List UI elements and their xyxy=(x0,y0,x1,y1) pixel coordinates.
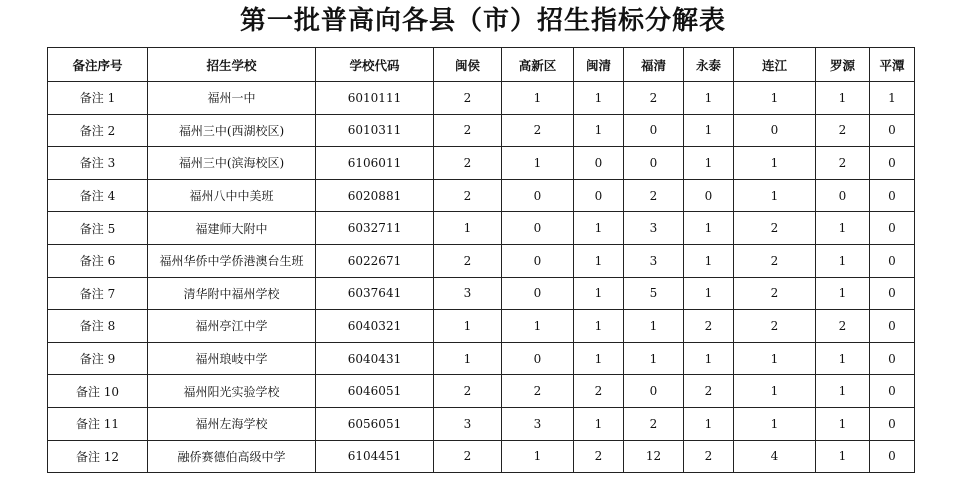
cell-lianjiang: 2 xyxy=(734,310,816,343)
cell-note-number: 备注 7 xyxy=(48,277,148,310)
cell-note-number: 备注 12 xyxy=(48,440,148,473)
table-row xyxy=(48,310,915,343)
table-row xyxy=(48,114,915,147)
cell-minqing: 1 xyxy=(574,212,624,245)
cell-minhou: 3 xyxy=(434,407,502,440)
cell-yongtai: 2 xyxy=(684,310,734,343)
cell-yongtai: 2 xyxy=(684,440,734,473)
document-title: 第一批普高向各县（市）招生指标分解表 xyxy=(239,6,726,36)
table-row xyxy=(48,277,915,310)
cell-gaoxin: 0 xyxy=(502,244,574,277)
column-header-yongtai: 永泰 xyxy=(684,48,734,82)
cell-luoyuan: 1 xyxy=(816,82,870,115)
cell-minqing: 1 xyxy=(574,310,624,343)
cell-luoyuan: 1 xyxy=(816,277,870,310)
cell-yongtai: 1 xyxy=(684,342,734,375)
cell-school-code: 6032711 xyxy=(316,212,434,245)
cell-lianjiang: 0 xyxy=(734,114,816,147)
cell-luoyuan: 1 xyxy=(816,212,870,245)
cell-gaoxin: 1 xyxy=(502,440,574,473)
cell-fuqing: 0 xyxy=(624,375,684,408)
cell-minhou: 2 xyxy=(434,440,502,473)
cell-fuqing: 3 xyxy=(624,212,684,245)
cell-fuqing: 1 xyxy=(624,342,684,375)
table-row xyxy=(48,82,915,115)
cell-luoyuan: 1 xyxy=(816,375,870,408)
cell-school-code: 6010311 xyxy=(316,114,434,147)
cell-lianjiang: 2 xyxy=(734,244,816,277)
cell-lianjiang: 2 xyxy=(734,212,816,245)
cell-minqing: 2 xyxy=(574,440,624,473)
cell-school-code: 6046051 xyxy=(316,375,434,408)
cell-pingtan: 0 xyxy=(870,310,915,343)
cell-school-code: 6106011 xyxy=(316,147,434,180)
cell-pingtan: 0 xyxy=(870,375,915,408)
cell-note-number: 备注 6 xyxy=(48,244,148,277)
cell-pingtan: 0 xyxy=(870,277,915,310)
cell-minqing: 1 xyxy=(574,114,624,147)
cell-school: 福州亭江中学 xyxy=(148,310,316,343)
cell-luoyuan: 1 xyxy=(816,244,870,277)
cell-school: 福州三中(西湖校区) xyxy=(148,114,316,147)
cell-fuqing: 3 xyxy=(624,244,684,277)
quota-table xyxy=(47,47,915,473)
cell-school: 福州琅岐中学 xyxy=(148,342,316,375)
column-header-luoyuan: 罗源 xyxy=(816,48,870,82)
table-row xyxy=(48,375,915,408)
cell-luoyuan: 1 xyxy=(816,407,870,440)
cell-pingtan: 0 xyxy=(870,407,915,440)
cell-note-number: 备注 11 xyxy=(48,407,148,440)
table-body xyxy=(48,82,915,473)
cell-minhou: 2 xyxy=(434,244,502,277)
cell-minqing: 2 xyxy=(574,375,624,408)
column-header-minqing: 闽清 xyxy=(574,48,624,82)
cell-pingtan: 1 xyxy=(870,82,915,115)
cell-pingtan: 0 xyxy=(870,244,915,277)
cell-school: 福州一中 xyxy=(148,82,316,115)
cell-minqing: 0 xyxy=(574,179,624,212)
cell-gaoxin: 1 xyxy=(502,82,574,115)
cell-minhou: 2 xyxy=(434,375,502,408)
cell-yongtai: 1 xyxy=(684,212,734,245)
cell-minhou: 3 xyxy=(434,277,502,310)
cell-lianjiang: 1 xyxy=(734,82,816,115)
table-row xyxy=(48,342,915,375)
cell-yongtai: 1 xyxy=(684,277,734,310)
cell-school-code: 6020881 xyxy=(316,179,434,212)
cell-yongtai: 0 xyxy=(684,179,734,212)
cell-gaoxin: 2 xyxy=(502,114,574,147)
cell-gaoxin: 2 xyxy=(502,375,574,408)
cell-fuqing: 1 xyxy=(624,310,684,343)
cell-minqing: 0 xyxy=(574,147,624,180)
cell-school: 福州八中中美班 xyxy=(148,179,316,212)
cell-note-number: 备注 8 xyxy=(48,310,148,343)
cell-minhou: 2 xyxy=(434,179,502,212)
cell-pingtan: 0 xyxy=(870,440,915,473)
cell-school: 清华附中福州学校 xyxy=(148,277,316,310)
cell-yongtai: 1 xyxy=(684,407,734,440)
cell-school: 融侨赛德伯高级中学 xyxy=(148,440,316,473)
cell-gaoxin: 0 xyxy=(502,179,574,212)
cell-minhou: 2 xyxy=(434,114,502,147)
cell-yongtai: 2 xyxy=(684,375,734,408)
cell-school-code: 6104451 xyxy=(316,440,434,473)
cell-fuqing: 2 xyxy=(624,179,684,212)
column-header-school: 招生学校 xyxy=(148,48,316,82)
cell-school-code: 6022671 xyxy=(316,244,434,277)
cell-minhou: 1 xyxy=(434,342,502,375)
table-row xyxy=(48,407,915,440)
table-row xyxy=(48,147,915,180)
cell-note-number: 备注 4 xyxy=(48,179,148,212)
cell-luoyuan: 2 xyxy=(816,310,870,343)
cell-yongtai: 1 xyxy=(684,244,734,277)
cell-lianjiang: 2 xyxy=(734,277,816,310)
cell-school-code: 6056051 xyxy=(316,407,434,440)
table-row xyxy=(48,179,915,212)
cell-minhou: 1 xyxy=(434,212,502,245)
cell-note-number: 备注 5 xyxy=(48,212,148,245)
cell-school-code: 6040431 xyxy=(316,342,434,375)
cell-minhou: 1 xyxy=(434,310,502,343)
cell-gaoxin: 0 xyxy=(502,277,574,310)
cell-fuqing: 0 xyxy=(624,147,684,180)
cell-minqing: 1 xyxy=(574,244,624,277)
column-header-pingtan: 平潭 xyxy=(870,48,915,82)
column-header-minhou: 闽侯 xyxy=(434,48,502,82)
cell-gaoxin: 3 xyxy=(502,407,574,440)
cell-fuqing: 5 xyxy=(624,277,684,310)
cell-pingtan: 0 xyxy=(870,342,915,375)
cell-gaoxin: 1 xyxy=(502,147,574,180)
cell-fuqing: 2 xyxy=(624,82,684,115)
cell-minhou: 2 xyxy=(434,82,502,115)
cell-minqing: 1 xyxy=(574,277,624,310)
cell-school: 福州阳光实验学校 xyxy=(148,375,316,408)
cell-luoyuan: 2 xyxy=(816,114,870,147)
cell-minqing: 1 xyxy=(574,342,624,375)
table-row xyxy=(48,212,915,245)
cell-note-number: 备注 2 xyxy=(48,114,148,147)
cell-note-number: 备注 9 xyxy=(48,342,148,375)
cell-school: 福州三中(滨海校区) xyxy=(148,147,316,180)
cell-gaoxin: 0 xyxy=(502,212,574,245)
cell-school: 福州华侨中学侨港澳台生班 xyxy=(148,244,316,277)
cell-luoyuan: 1 xyxy=(816,440,870,473)
cell-fuqing: 2 xyxy=(624,407,684,440)
cell-minhou: 2 xyxy=(434,147,502,180)
cell-lianjiang: 1 xyxy=(734,407,816,440)
cell-school-code: 6010111 xyxy=(316,82,434,115)
cell-yongtai: 1 xyxy=(684,147,734,180)
cell-pingtan: 0 xyxy=(870,179,915,212)
cell-note-number: 备注 3 xyxy=(48,147,148,180)
cell-lianjiang: 1 xyxy=(734,147,816,180)
cell-gaoxin: 1 xyxy=(502,310,574,343)
cell-note-number: 备注 10 xyxy=(48,375,148,408)
cell-luoyuan: 1 xyxy=(816,342,870,375)
table-row xyxy=(48,440,915,473)
cell-school: 福建师大附中 xyxy=(148,212,316,245)
cell-school: 福州左海学校 xyxy=(148,407,316,440)
cell-minqing: 1 xyxy=(574,407,624,440)
cell-lianjiang: 1 xyxy=(734,375,816,408)
column-header-school-code: 学校代码 xyxy=(316,48,434,82)
cell-yongtai: 1 xyxy=(684,114,734,147)
table-row xyxy=(48,244,915,277)
cell-luoyuan: 2 xyxy=(816,147,870,180)
cell-pingtan: 0 xyxy=(870,114,915,147)
column-header-note-number: 备注序号 xyxy=(48,48,148,82)
cell-note-number: 备注 1 xyxy=(48,82,148,115)
cell-school-code: 6037641 xyxy=(316,277,434,310)
cell-luoyuan: 0 xyxy=(816,179,870,212)
header-row xyxy=(48,48,915,82)
cell-yongtai: 1 xyxy=(684,82,734,115)
cell-minqing: 1 xyxy=(574,82,624,115)
column-header-gaoxin: 高新区 xyxy=(502,48,574,82)
column-header-fuqing: 福清 xyxy=(624,48,684,82)
cell-fuqing: 12 xyxy=(624,440,684,473)
cell-lianjiang: 1 xyxy=(734,179,816,212)
cell-lianjiang: 1 xyxy=(734,342,816,375)
column-header-lianjiang: 连江 xyxy=(734,48,816,82)
cell-pingtan: 0 xyxy=(870,147,915,180)
cell-gaoxin: 0 xyxy=(502,342,574,375)
cell-lianjiang: 4 xyxy=(734,440,816,473)
cell-school-code: 6040321 xyxy=(316,310,434,343)
cell-fuqing: 0 xyxy=(624,114,684,147)
cell-pingtan: 0 xyxy=(870,212,915,245)
